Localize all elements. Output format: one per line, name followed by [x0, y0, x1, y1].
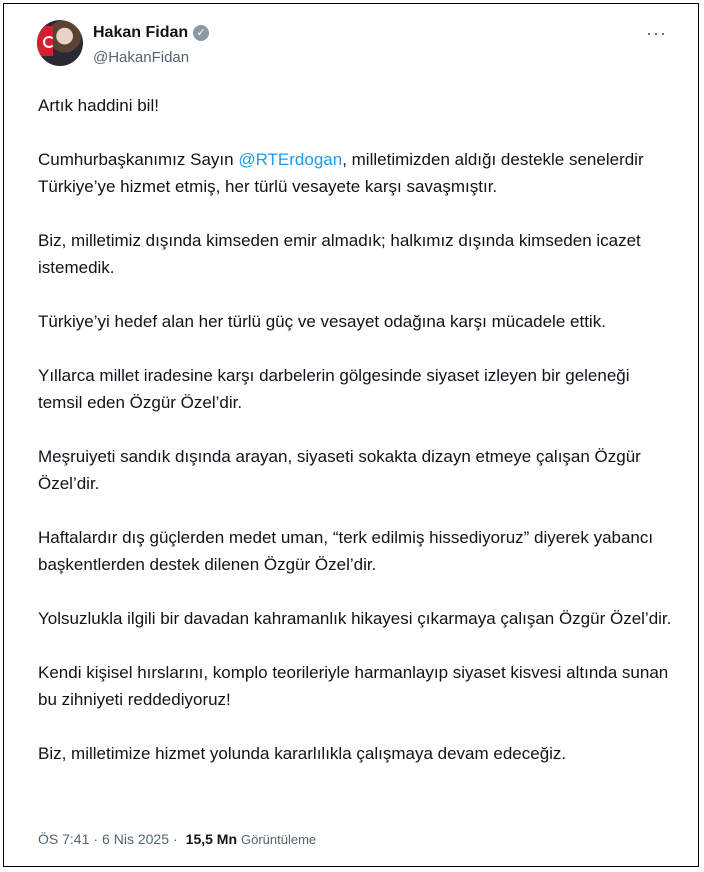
paragraph: Türkiye’yi hedef alan her türlü güç ve vesayet odağına karşı mücadele ettik.	[38, 312, 606, 331]
paragraph: Kendi kişisel hırslarını, komplo teorileriyle harmanlayıp siyaset kisvesi altında sunan bu zihniyeti reddediyoruz!	[38, 663, 669, 709]
author-handle[interactable]: @HakanFidan	[93, 49, 190, 66]
tweet-meta	[38, 831, 316, 847]
paragraph-text: , milletimizden aldığı destekle senelerdir Türkiye’ye hizmet etmiş, her türlü vesayete karşı savaşmıştır.	[38, 150, 644, 196]
tweet-time[interactable]: ÖS 7:41	[38, 831, 90, 847]
paragraph: Artık haddini bil!	[38, 96, 159, 115]
views-count[interactable]: 15,5 Mn	[185, 831, 238, 847]
mention-link[interactable]: @RTErdogan	[238, 150, 343, 169]
author-display-name[interactable]: Hakan Fidan	[93, 24, 189, 41]
flag-icon	[37, 26, 53, 56]
separator: ·	[93, 831, 99, 847]
avatar[interactable]	[37, 20, 83, 66]
paragraph: Biz, milletimize hizmet yolunda kararlılıkla çalışmaya devam edeceğiz.	[38, 744, 567, 763]
more-options-icon[interactable]: ···	[646, 23, 667, 43]
separator: ·	[172, 831, 178, 847]
paragraph: Yolsuzlukla ilgili bir davadan kahramanlık hikayesi çıkarmaya çalışan Özgür Özel’dir.	[38, 609, 672, 628]
name-row	[93, 24, 209, 42]
tweet-card	[3, 3, 699, 867]
paragraph: Haftalardır dış güçlerden medet uman, “terk edilmiş hissediyoruz” diyerek yabancı başkentlerden destek dilenen Özgür Özel’dir.	[38, 528, 654, 574]
tweet-text	[38, 92, 678, 767]
tweet-date[interactable]: 6 Nis 2025	[102, 831, 169, 847]
paragraph: Yıllarca millet iradesine karşı darbelerin gölgesinde siyaset izleyen bir geleneği temsil eden Özgür Özel’dir.	[38, 366, 630, 412]
paragraph: Meşruiyeti sandık dışında arayan, siyaseti sokakta dizayn etmeye çalışan Özgür Özel’dir.	[38, 447, 641, 493]
verified-badge-icon[interactable]: ✓	[193, 25, 209, 41]
paragraph-text: Cumhurbaşkanımız Sayın	[38, 150, 239, 169]
paragraph	[38, 146, 678, 200]
tweet-header	[37, 20, 677, 72]
paragraph: Biz, milletimiz dışında kimseden emir almadık; halkımız dışında kimseden icazet istemedik.	[38, 231, 641, 277]
views-label[interactable]: Görüntüleme	[241, 832, 317, 847]
